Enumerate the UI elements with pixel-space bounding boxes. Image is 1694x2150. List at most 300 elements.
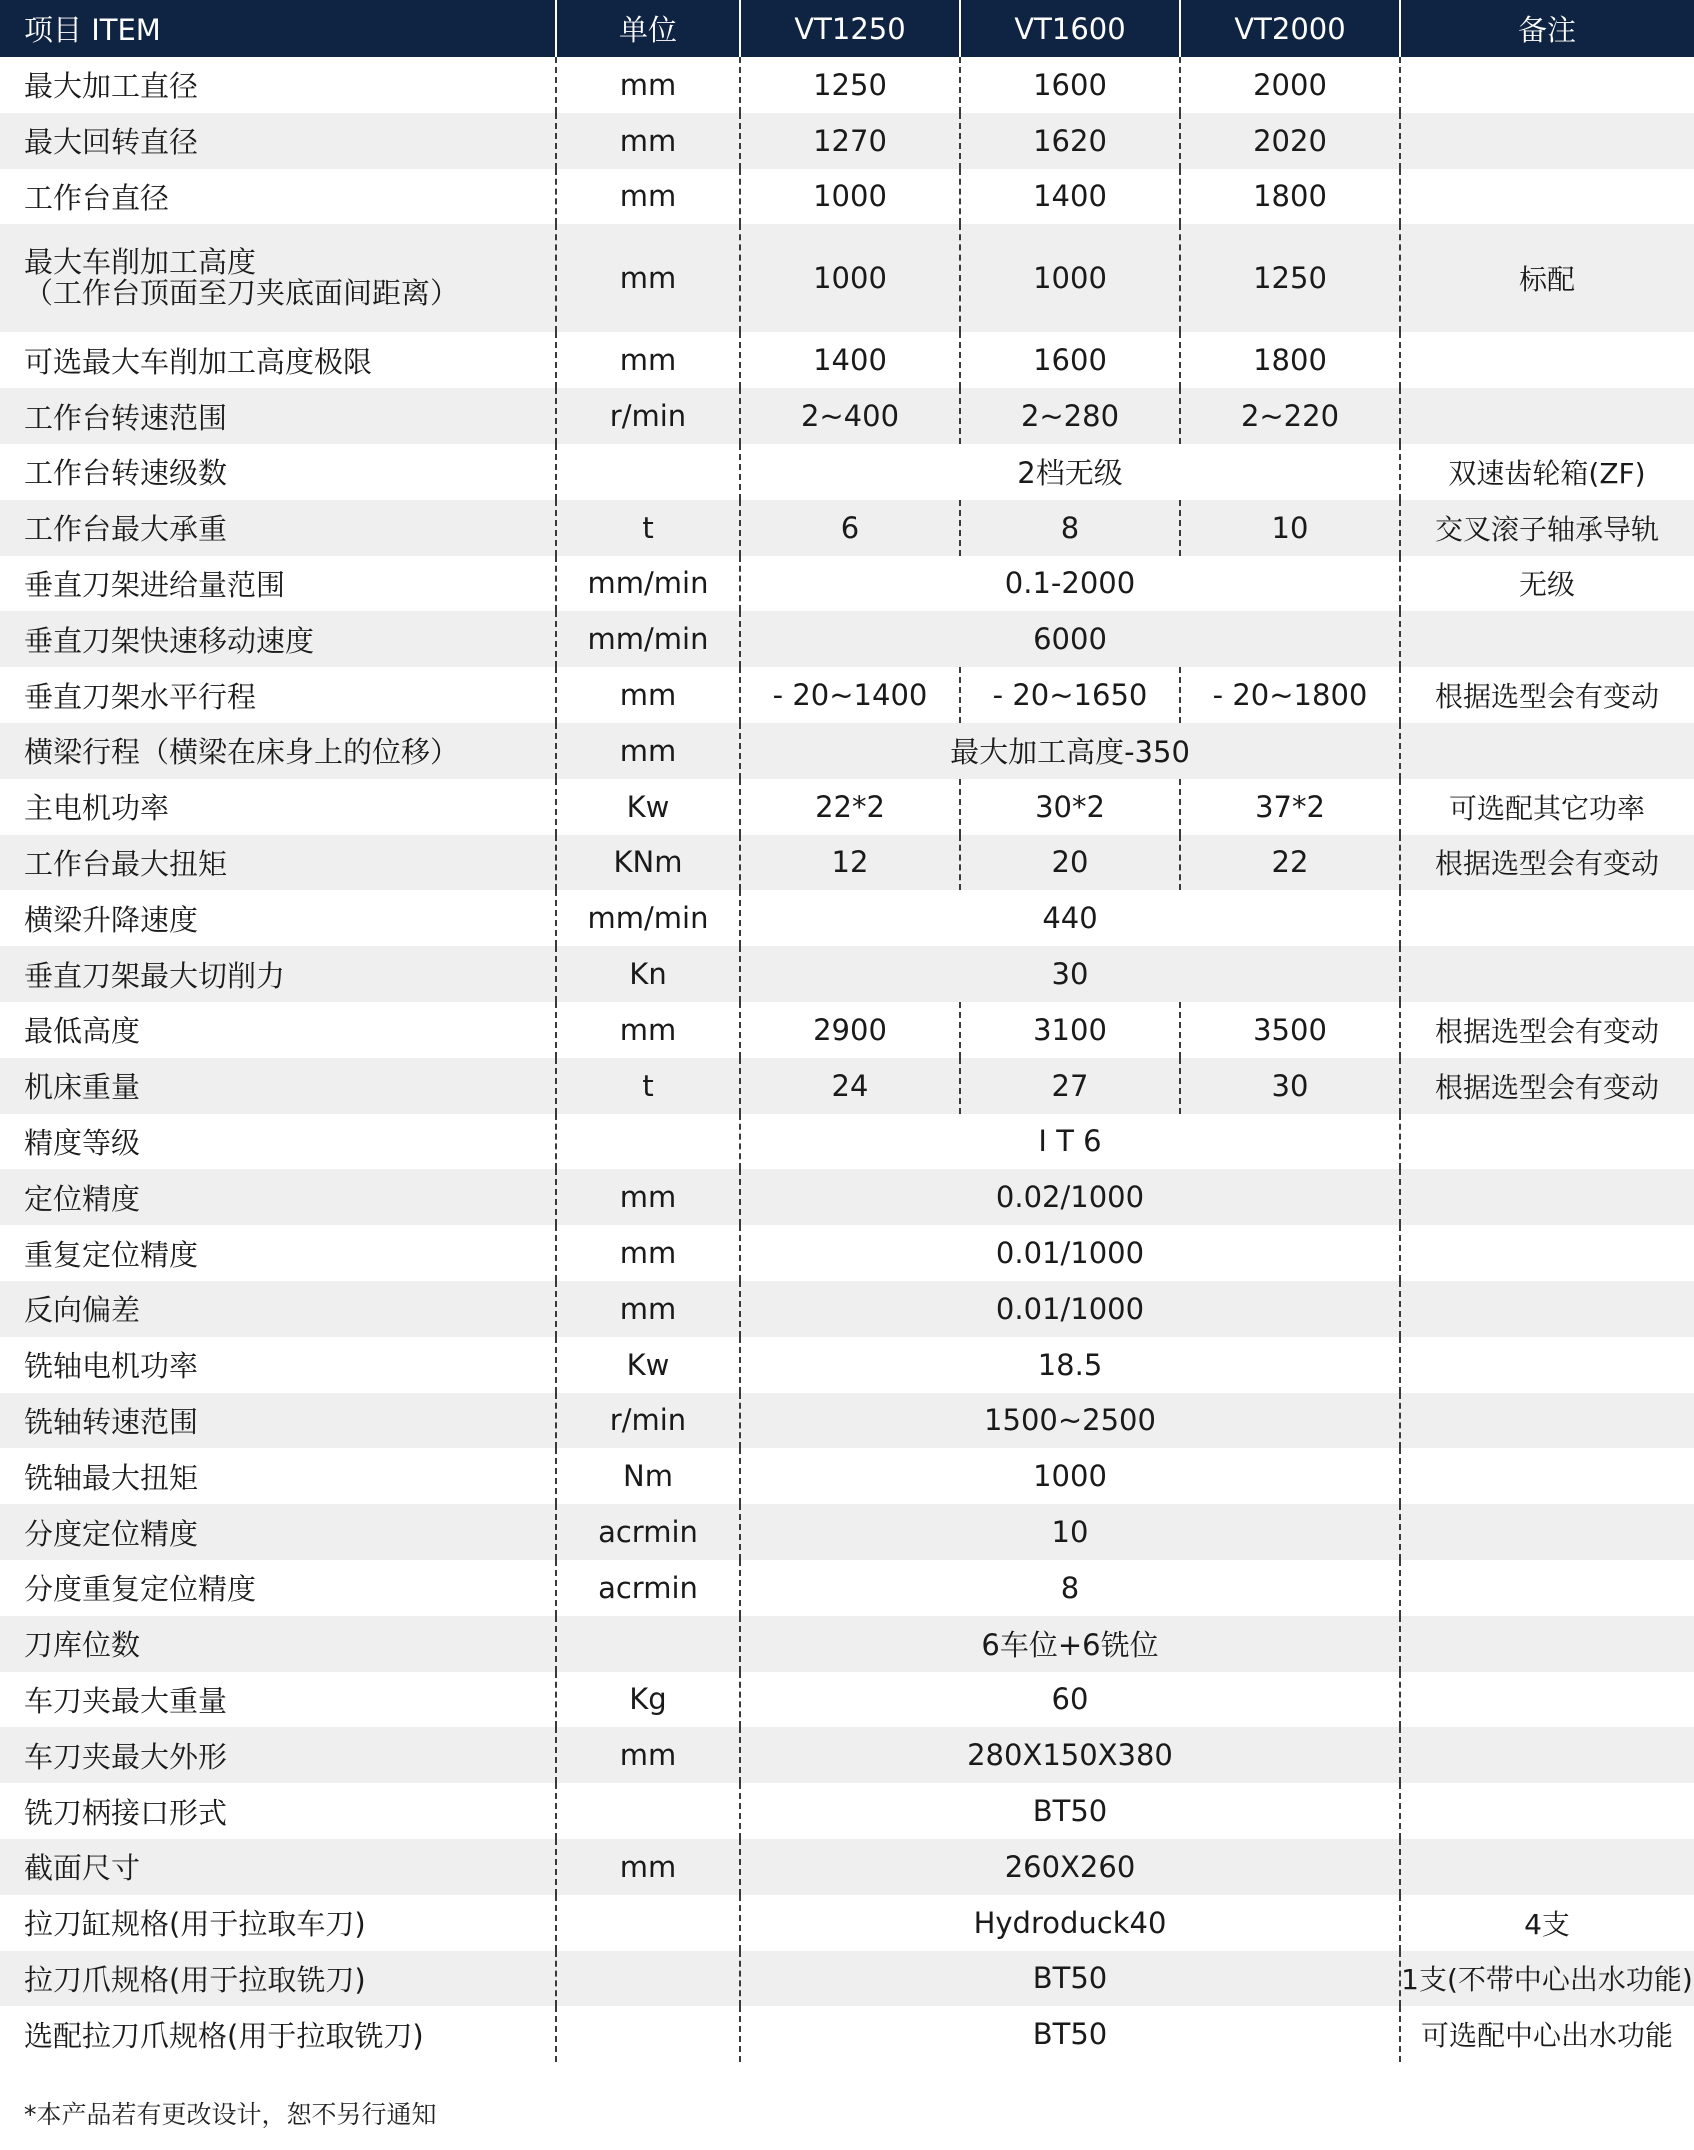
column-divider	[1399, 1504, 1401, 1560]
column-divider	[739, 1225, 741, 1281]
column-divider	[555, 1672, 557, 1728]
row-unit: mm	[619, 1180, 677, 1215]
row-item-label: 选配拉刀爪规格(用于拉取铣刀)	[24, 2018, 424, 2053]
row-note: 根据选型会有变动	[1434, 847, 1659, 881]
column-divider	[555, 1783, 557, 1839]
row-item-label: 最大回转直径	[24, 125, 199, 160]
row-note: 交叉滚子轴承导轨	[1434, 512, 1659, 546]
row-item-label: 垂直刀架快速移动速度	[24, 623, 315, 658]
row-value-span: I T 6	[1038, 1124, 1102, 1159]
row-item-label: 刀库位数	[24, 1628, 141, 1663]
column-divider	[1399, 1727, 1401, 1783]
row-item-label: 垂直刀架最大切削力	[24, 958, 286, 993]
row-value: 1600	[1033, 67, 1107, 102]
column-divider	[555, 1727, 557, 1783]
row-item-label: 截面尺寸	[24, 1851, 141, 1886]
row-unit: mm	[619, 67, 677, 102]
row-unit: Kn	[629, 957, 667, 992]
row-unit: Kg	[629, 1682, 667, 1717]
footnote: *本产品若有更改设计，恕不另行通知	[24, 2100, 437, 2129]
column-divider	[739, 835, 741, 891]
row-note	[1400, 332, 1694, 388]
row-item-label: 拉刀爪规格(用于拉取铣刀)	[24, 1962, 366, 1997]
row-value: 10	[1271, 510, 1309, 545]
column-divider	[739, 332, 741, 388]
row-item-label: 横梁行程（横梁在床身上的位移）	[24, 735, 460, 770]
column-divider	[739, 1393, 741, 1449]
row-value: 1270	[813, 123, 887, 158]
column-divider	[1179, 57, 1181, 113]
column-divider	[555, 1337, 557, 1393]
column-divider	[555, 332, 557, 388]
column-divider	[739, 890, 741, 946]
row-item-label: 铣刀柄接口形式	[24, 1795, 228, 1830]
row-value: 27	[1051, 1068, 1089, 1103]
row-note: 1支(不带中心出水功能)	[1401, 1963, 1693, 1997]
row-note	[1400, 113, 1694, 169]
row-value-span: 280X150X380	[967, 1738, 1173, 1773]
row-item-label: 分度定位精度	[24, 1516, 199, 1551]
column-divider	[555, 1895, 557, 1951]
column-divider	[1399, 1393, 1401, 1449]
column-divider	[1179, 224, 1181, 332]
column-divider	[555, 835, 557, 891]
row-value: 1000	[813, 261, 887, 296]
column-divider	[1399, 723, 1401, 779]
row-value: 1400	[1033, 179, 1107, 214]
row-unit: Kw	[626, 789, 670, 824]
column-divider	[1399, 890, 1401, 946]
column-divider	[1179, 667, 1181, 723]
header-model-1: VT1250	[794, 11, 906, 46]
column-divider	[555, 1951, 557, 2007]
column-divider	[1399, 1839, 1401, 1895]
column-divider	[1399, 113, 1401, 169]
column-divider	[555, 2006, 557, 2062]
column-divider	[739, 1560, 741, 1616]
column-divider	[1399, 332, 1401, 388]
column-divider	[555, 946, 557, 1002]
row-note	[1400, 1839, 1694, 1895]
column-divider	[1399, 1169, 1401, 1225]
column-divider	[739, 169, 741, 225]
column-divider	[1179, 779, 1181, 835]
row-value: 30	[1271, 1068, 1309, 1103]
row-unit: mm	[619, 1738, 677, 1773]
column-divider	[555, 1560, 557, 1616]
row-unit: mm/min	[587, 622, 709, 657]
row-unit: mm	[619, 678, 677, 713]
column-divider	[555, 1058, 557, 1114]
row-item-label: 铣轴转速范围	[24, 1404, 199, 1439]
column-divider	[739, 1504, 741, 1560]
row-note: 双速齿轮箱(ZF)	[1448, 456, 1646, 490]
header-unit: 单位	[618, 13, 677, 47]
column-divider	[555, 388, 557, 444]
column-divider	[1399, 611, 1401, 667]
row-unit: mm	[619, 343, 677, 378]
column-divider	[555, 1114, 557, 1170]
column-divider	[739, 1727, 741, 1783]
row-value-span: 18.5	[1037, 1347, 1103, 1382]
row-value-span: BT50	[1032, 2017, 1108, 2052]
column-divider	[555, 556, 557, 612]
column-divider	[1179, 500, 1181, 556]
row-value-span: 30	[1051, 957, 1089, 992]
row-value: 30*2	[1035, 789, 1105, 824]
column-divider	[959, 113, 961, 169]
column-divider	[739, 2006, 741, 2062]
row-value-span: 6车位+6铣位	[981, 1628, 1159, 1663]
column-divider	[1399, 2006, 1401, 2062]
row-value: - 20~1650	[992, 678, 1148, 713]
row-value: 1250	[1253, 261, 1327, 296]
header-separator	[959, 0, 961, 57]
header-item: 项目 ITEM	[24, 13, 161, 47]
row-unit: mm	[619, 123, 677, 158]
column-divider	[1179, 388, 1181, 444]
row-unit	[556, 1616, 740, 1672]
row-unit: mm	[619, 733, 677, 768]
row-value: 6	[840, 510, 860, 545]
row-unit: mm/min	[587, 566, 709, 601]
row-value: 1600	[1033, 343, 1107, 378]
column-divider	[555, 224, 557, 332]
column-divider	[739, 388, 741, 444]
column-divider	[1399, 1951, 1401, 2007]
row-item-label: 车刀夹最大外形	[24, 1739, 228, 1774]
row-note	[1400, 1504, 1694, 1560]
column-divider	[959, 835, 961, 891]
column-divider	[555, 500, 557, 556]
row-value: 3500	[1253, 1012, 1327, 1047]
row-unit: acrmin	[598, 1515, 698, 1550]
row-value: 1250	[813, 67, 887, 102]
row-item-label: 铣轴电机功率	[24, 1349, 199, 1384]
row-unit	[556, 444, 740, 500]
row-item-label: 最低高度	[24, 1014, 141, 1049]
column-divider	[555, 667, 557, 723]
column-divider	[1399, 1114, 1401, 1170]
row-note	[1400, 1560, 1694, 1616]
row-value: 2000	[1253, 67, 1327, 102]
column-divider	[555, 1616, 557, 1672]
row-item-label: 最大加工直径	[24, 69, 199, 104]
column-divider	[739, 1895, 741, 1951]
row-unit	[556, 1114, 740, 1170]
row-unit: r/min	[609, 1403, 687, 1438]
row-value-span: 0.01/1000	[995, 1236, 1145, 1271]
row-note: 无级	[1518, 568, 1575, 602]
column-divider	[1399, 1616, 1401, 1672]
column-divider	[739, 1058, 741, 1114]
row-note	[1400, 723, 1694, 779]
column-divider	[1399, 1225, 1401, 1281]
row-item-label: 铣轴最大扭矩	[24, 1460, 199, 1495]
row-note	[1400, 1169, 1694, 1225]
column-divider	[1399, 835, 1401, 891]
row-note	[1400, 1393, 1694, 1449]
column-divider	[1399, 1560, 1401, 1616]
column-divider	[739, 1337, 741, 1393]
row-unit: mm	[619, 1849, 677, 1884]
row-note	[1400, 611, 1694, 667]
column-divider	[959, 667, 961, 723]
row-unit: Nm	[623, 1459, 673, 1494]
column-divider	[739, 723, 741, 779]
row-item-label: 最大车削加工高度 （工作台顶面至刀夹底面间距离）	[24, 245, 460, 311]
row-value-span: 6000	[1033, 622, 1107, 657]
column-divider	[739, 779, 741, 835]
column-divider	[1399, 556, 1401, 612]
column-divider	[959, 57, 961, 113]
row-value-span: 2档无级	[1017, 456, 1123, 491]
row-value-span: 1000	[1033, 1459, 1107, 1494]
header-model-2: VT1600	[1014, 11, 1126, 46]
column-divider	[739, 667, 741, 723]
row-value: 2~400	[800, 399, 900, 434]
row-value: 37*2	[1255, 789, 1325, 824]
row-value: 12	[831, 845, 869, 880]
column-divider	[739, 1114, 741, 1170]
row-item-label: 主电机功率	[24, 791, 170, 826]
column-divider	[739, 1002, 741, 1058]
row-unit	[556, 2006, 740, 2062]
column-divider	[555, 1002, 557, 1058]
column-divider	[739, 1281, 741, 1337]
column-divider	[1399, 388, 1401, 444]
row-note	[1400, 1225, 1694, 1281]
column-divider	[1399, 1672, 1401, 1728]
column-divider	[555, 1448, 557, 1504]
row-item-label: 工作台最大扭矩	[24, 846, 228, 881]
column-divider	[739, 1951, 741, 2007]
row-unit: acrmin	[598, 1570, 698, 1605]
column-divider	[739, 556, 741, 612]
column-divider	[739, 444, 741, 500]
column-divider	[1399, 1281, 1401, 1337]
row-item-label: 可选最大车削加工高度极限	[24, 344, 373, 379]
column-divider	[739, 500, 741, 556]
column-divider	[739, 946, 741, 1002]
row-item-label: 横梁升降速度	[24, 902, 199, 937]
column-divider	[555, 779, 557, 835]
row-item-label: 车刀夹最大重量	[24, 1683, 228, 1718]
row-value: 24	[831, 1068, 869, 1103]
row-note	[1400, 890, 1694, 946]
row-unit: mm/min	[587, 901, 709, 936]
row-unit: mm	[619, 179, 677, 214]
row-value: 1800	[1253, 179, 1327, 214]
column-divider	[1399, 667, 1401, 723]
header-separator	[555, 0, 557, 57]
column-divider	[555, 444, 557, 500]
column-divider	[555, 1281, 557, 1337]
row-value-span: Hydroduck40	[973, 1905, 1167, 1940]
row-note	[1400, 1783, 1694, 1839]
column-divider	[1179, 1058, 1181, 1114]
row-value: 2~220	[1240, 399, 1340, 434]
row-value-span: 440	[1042, 901, 1098, 936]
column-divider	[959, 169, 961, 225]
column-divider	[1399, 779, 1401, 835]
row-value-span: 0.1-2000	[1004, 566, 1136, 601]
column-divider	[739, 1616, 741, 1672]
row-value: 8	[1060, 510, 1080, 545]
row-value-span: 260X260	[1004, 1849, 1136, 1884]
row-item-label: 拉刀缸规格(用于拉取车刀)	[24, 1907, 366, 1942]
column-divider	[959, 388, 961, 444]
row-note: 根据选型会有变动	[1434, 680, 1659, 714]
header-separator	[1399, 0, 1401, 57]
column-divider	[555, 57, 557, 113]
column-divider	[555, 723, 557, 779]
row-unit: KNm	[613, 845, 683, 880]
row-note	[1400, 1616, 1694, 1672]
row-value: 20	[1051, 845, 1089, 880]
row-item-label: 精度等级	[24, 1125, 141, 1160]
column-divider	[1399, 1783, 1401, 1839]
row-note: 可选配其它功率	[1448, 791, 1645, 825]
column-divider	[555, 611, 557, 667]
row-note	[1400, 1727, 1694, 1783]
row-note	[1400, 946, 1694, 1002]
row-note: 根据选型会有变动	[1434, 1070, 1659, 1104]
row-value: 1000	[813, 179, 887, 214]
row-item-label: 重复定位精度	[24, 1237, 199, 1272]
column-divider	[1179, 332, 1181, 388]
column-divider	[959, 779, 961, 835]
column-divider	[959, 224, 961, 332]
row-unit	[556, 1951, 740, 2007]
column-divider	[1179, 835, 1181, 891]
column-divider	[959, 1058, 961, 1114]
column-divider	[555, 1839, 557, 1895]
row-unit: Kw	[626, 1347, 670, 1382]
row-value: 1800	[1253, 343, 1327, 378]
row-note	[1400, 169, 1694, 225]
row-item-label: 分度重复定位精度	[24, 1572, 257, 1607]
row-unit	[556, 1895, 740, 1951]
row-value-span: BT50	[1032, 1961, 1108, 1996]
row-item-label: 定位精度	[24, 1181, 141, 1216]
column-divider	[1399, 1058, 1401, 1114]
header-model-3: VT2000	[1234, 11, 1346, 46]
row-value: 2900	[813, 1012, 887, 1047]
row-unit: mm	[619, 1236, 677, 1271]
row-value: 2020	[1253, 123, 1327, 158]
row-note: 4支	[1524, 1907, 1570, 1941]
row-value-span: 60	[1051, 1682, 1089, 1717]
column-divider	[739, 1783, 741, 1839]
column-divider	[739, 1169, 741, 1225]
column-divider	[739, 1672, 741, 1728]
column-divider	[739, 1839, 741, 1895]
column-divider	[1179, 113, 1181, 169]
row-note	[1400, 1114, 1694, 1170]
row-unit: mm	[619, 1012, 677, 1047]
column-divider	[1179, 1002, 1181, 1058]
row-value: 1400	[813, 343, 887, 378]
row-value-span: 8	[1060, 1570, 1080, 1605]
column-divider	[1399, 57, 1401, 113]
row-unit: mm	[619, 261, 677, 296]
row-note	[1400, 1672, 1694, 1728]
column-divider	[1399, 1337, 1401, 1393]
column-divider	[739, 57, 741, 113]
row-value-span: 1500~2500	[984, 1403, 1156, 1438]
row-value: 3100	[1033, 1012, 1107, 1047]
row-unit: t	[642, 510, 654, 545]
column-divider	[959, 1002, 961, 1058]
column-divider	[1399, 500, 1401, 556]
row-item-label: 机床重量	[24, 1070, 141, 1105]
row-value: - 20~1400	[772, 678, 928, 713]
row-note	[1400, 388, 1694, 444]
column-divider	[739, 1448, 741, 1504]
row-value: 22	[1271, 845, 1309, 880]
row-item-label: 垂直刀架水平行程	[24, 679, 257, 714]
column-divider	[555, 1225, 557, 1281]
row-unit	[556, 1783, 740, 1839]
row-value: 2~280	[1020, 399, 1120, 434]
column-divider	[555, 169, 557, 225]
column-divider	[1399, 946, 1401, 1002]
column-divider	[739, 611, 741, 667]
row-item-label: 工作台转速范围	[24, 400, 228, 435]
column-divider	[555, 1169, 557, 1225]
row-unit: t	[642, 1068, 654, 1103]
row-item-label: 垂直刀架进给量范围	[24, 567, 286, 602]
header-separator	[739, 0, 741, 57]
row-value: - 20~1800	[1212, 678, 1368, 713]
row-note	[1400, 1337, 1694, 1393]
row-note	[1400, 57, 1694, 113]
column-divider	[739, 224, 741, 332]
row-value-span: 0.02/1000	[995, 1180, 1145, 1215]
header-separator	[1179, 0, 1181, 57]
column-divider	[739, 113, 741, 169]
column-divider	[1399, 1448, 1401, 1504]
row-note: 根据选型会有变动	[1434, 1014, 1659, 1048]
row-item-label: 工作台最大承重	[24, 512, 228, 547]
column-divider	[1179, 169, 1181, 225]
column-divider	[1399, 224, 1401, 332]
column-divider	[959, 332, 961, 388]
column-divider	[555, 1504, 557, 1560]
column-divider	[555, 1393, 557, 1449]
row-item-label: 反向偏差	[24, 1293, 141, 1328]
column-divider	[555, 890, 557, 946]
row-value: 1000	[1033, 261, 1107, 296]
row-value: 22*2	[815, 789, 885, 824]
row-value-span: BT50	[1032, 1794, 1108, 1829]
row-value: 1620	[1033, 123, 1107, 158]
column-divider	[1399, 1002, 1401, 1058]
header-note: 备注	[1517, 13, 1576, 47]
row-value-span: 最大加工高度-350	[950, 735, 1190, 770]
column-divider	[1399, 444, 1401, 500]
row-value-span: 10	[1051, 1515, 1089, 1550]
column-divider	[555, 113, 557, 169]
column-divider	[1399, 1895, 1401, 1951]
row-note: 标配	[1518, 263, 1575, 297]
row-unit: r/min	[609, 399, 687, 434]
row-note	[1400, 1448, 1694, 1504]
column-divider	[959, 500, 961, 556]
row-value-span: 0.01/1000	[995, 1291, 1145, 1326]
row-item-label: 工作台直径	[24, 180, 170, 215]
